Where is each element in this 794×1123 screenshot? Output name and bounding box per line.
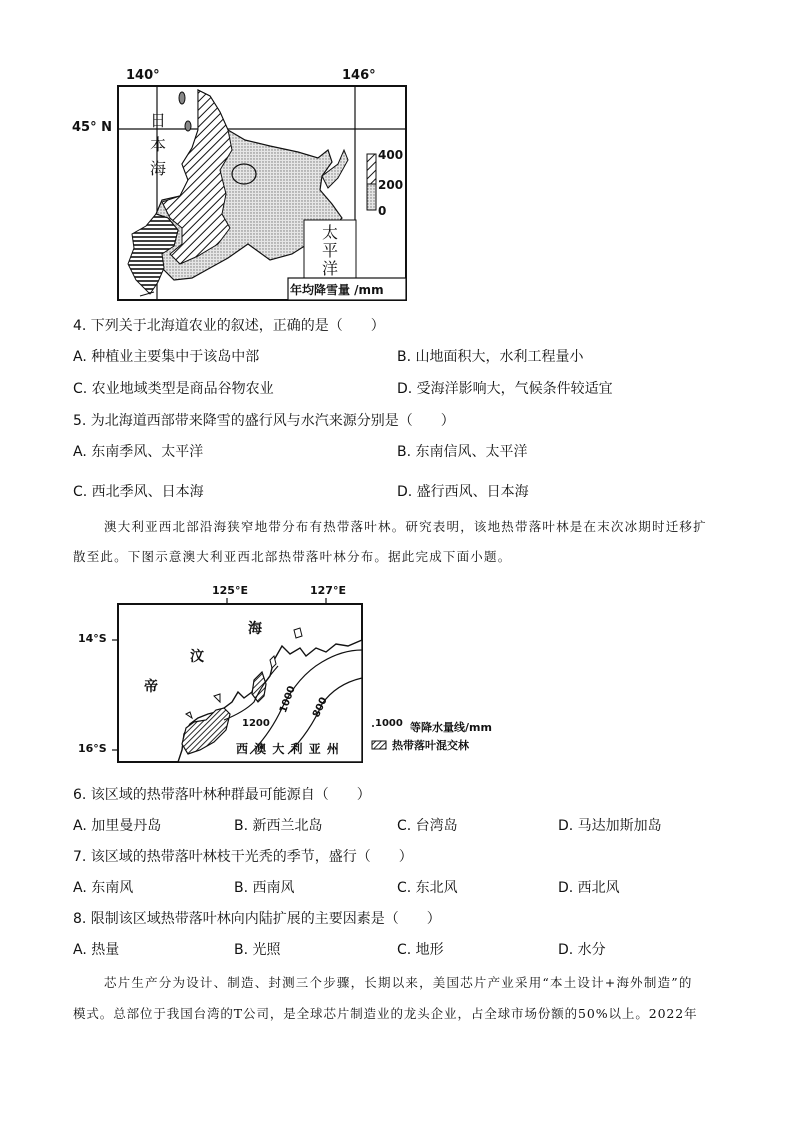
question-5-option-a[interactable]: A. 东南季风、太平洋 — [73, 444, 204, 460]
question-6-option-c[interactable]: C. 台湾岛 — [397, 818, 458, 834]
question-6-option-a[interactable]: A. 加里曼丹岛 — [73, 818, 162, 834]
lon-label-146: 146° — [342, 68, 376, 83]
question-8-option-d[interactable]: D. 水分 — [558, 942, 606, 958]
passage-chip-line-1: 芯片生产分为设计、制造、封测三个步骤，长期以来，美国芯片产业采用“本土设计+海外制造”的 — [104, 975, 693, 990]
legend-caption-snowfall: 年均降雪量 /mm — [290, 283, 384, 297]
question-8-option-a[interactable]: A. 热量 — [73, 942, 120, 958]
question-4-option-a[interactable]: A. 种植业主要集中于该岛中部 — [73, 349, 260, 365]
australia-forest-map — [74, 584, 514, 764]
question-4-option-b[interactable]: B. 山地面积大，水利工程量小 — [397, 349, 584, 365]
ocean-label-pacific-2: 平 — [322, 241, 339, 260]
question-7-option-a[interactable]: A. 东南风 — [73, 880, 134, 896]
passage-australia-line-1: 澳大利亚西北部沿海狭窄地带分布有热带落叶林。研究表明，该地热带落叶林是在末次冰期时迁移扩 — [104, 519, 707, 534]
question-7-option-c[interactable]: C. 东北风 — [397, 880, 458, 896]
lon-label-127e: 127°E — [310, 584, 346, 597]
hokkaido-snowfall-map — [70, 68, 410, 306]
question-7-option-d[interactable]: D. 西北风 — [558, 880, 620, 896]
lon-label-140: 140° — [126, 68, 160, 83]
question-8-option-c[interactable]: C. 地形 — [397, 942, 444, 958]
ocean-label-pacific-1: 太 — [322, 223, 339, 242]
isohyet-label-1200: 1200 — [242, 718, 270, 729]
ocean-label-pacific-3: 洋 — [322, 259, 339, 278]
lon-label-125e: 125°E — [212, 584, 248, 597]
question-5-option-c[interactable]: C. 西北季风、日本海 — [73, 484, 204, 500]
lat-label-45n: 45° N — [72, 120, 112, 135]
sea-label-wen: 汶 — [190, 649, 204, 665]
legend-bar-low — [367, 184, 376, 210]
question-6-option-b[interactable]: B. 新西兰北岛 — [234, 818, 323, 834]
legend-bar-high — [367, 154, 376, 184]
legend-isohyet-value: 1000 — [375, 718, 403, 729]
question-4-stem: 4. 下列关于北海道农业的叙述，正确的是（ ） — [73, 318, 385, 334]
legend-forest-text: 热带落叶混交林 — [392, 739, 469, 752]
sea-label-di: 帝 — [144, 679, 158, 695]
isohyet-label-1000: 1000 — [277, 684, 298, 715]
legend-isohyet-text: 等降水量线/mm — [410, 721, 492, 734]
legend-value-400: 400 — [378, 148, 404, 162]
region-label-western-australia: 西 澳 大 利 亚 州 — [236, 742, 340, 756]
question-6-option-d[interactable]: D. 马达加斯加岛 — [558, 818, 662, 834]
lat-label-14s: 14°S — [78, 632, 107, 645]
question-4-option-d[interactable]: D. 受海洋影响大，气候条件较适宜 — [397, 381, 613, 397]
question-7-stem: 7. 该区域的热带落叶林枝干光秃的季节，盛行（ ） — [73, 849, 413, 865]
passage-chip-line-2: 模式。总部位于我国台湾的T公司，是全球芯片制造业的龙头企业，占全球市场份额的50%以上。2022年 — [73, 1006, 698, 1021]
legend-value-0: 0 — [378, 204, 387, 218]
sea-label-japan-3: 海 — [150, 159, 167, 178]
question-7-option-b[interactable]: B. 西南风 — [234, 880, 295, 896]
sea-label-japan-1: 日 — [150, 111, 167, 130]
isohyet-label-800: 800 — [311, 695, 330, 720]
legend-forest-swatch — [372, 741, 386, 749]
lat-label-16s: 16°S — [78, 742, 107, 755]
question-4-option-c[interactable]: C. 农业地域类型是商品谷物农业 — [73, 381, 274, 397]
question-8-stem: 8. 限制该区域热带落叶林向内陆扩展的主要因素是（ ） — [73, 911, 441, 927]
question-6-stem: 6. 该区域的热带落叶林种群最可能源自（ ） — [73, 787, 371, 803]
legend-value-200: 200 — [378, 178, 404, 192]
sea-label-japan-2: 本 — [150, 135, 167, 154]
question-5-stem: 5. 为北海道西部带来降雪的盛行风与水汽来源分别是（ ） — [73, 413, 455, 429]
question-5-option-d[interactable]: D. 盛行西风、日本海 — [397, 484, 529, 500]
passage-australia-line-2: 散至此。下图示意澳大利亚西北部热带落叶林分布。据此完成下面小题。 — [73, 549, 512, 564]
hokkaido-map-svg — [70, 68, 410, 306]
question-8-option-b[interactable]: B. 光照 — [234, 942, 281, 958]
sea-label-hai: 海 — [248, 621, 262, 637]
question-5-option-b[interactable]: B. 东南信风、太平洋 — [397, 444, 528, 460]
